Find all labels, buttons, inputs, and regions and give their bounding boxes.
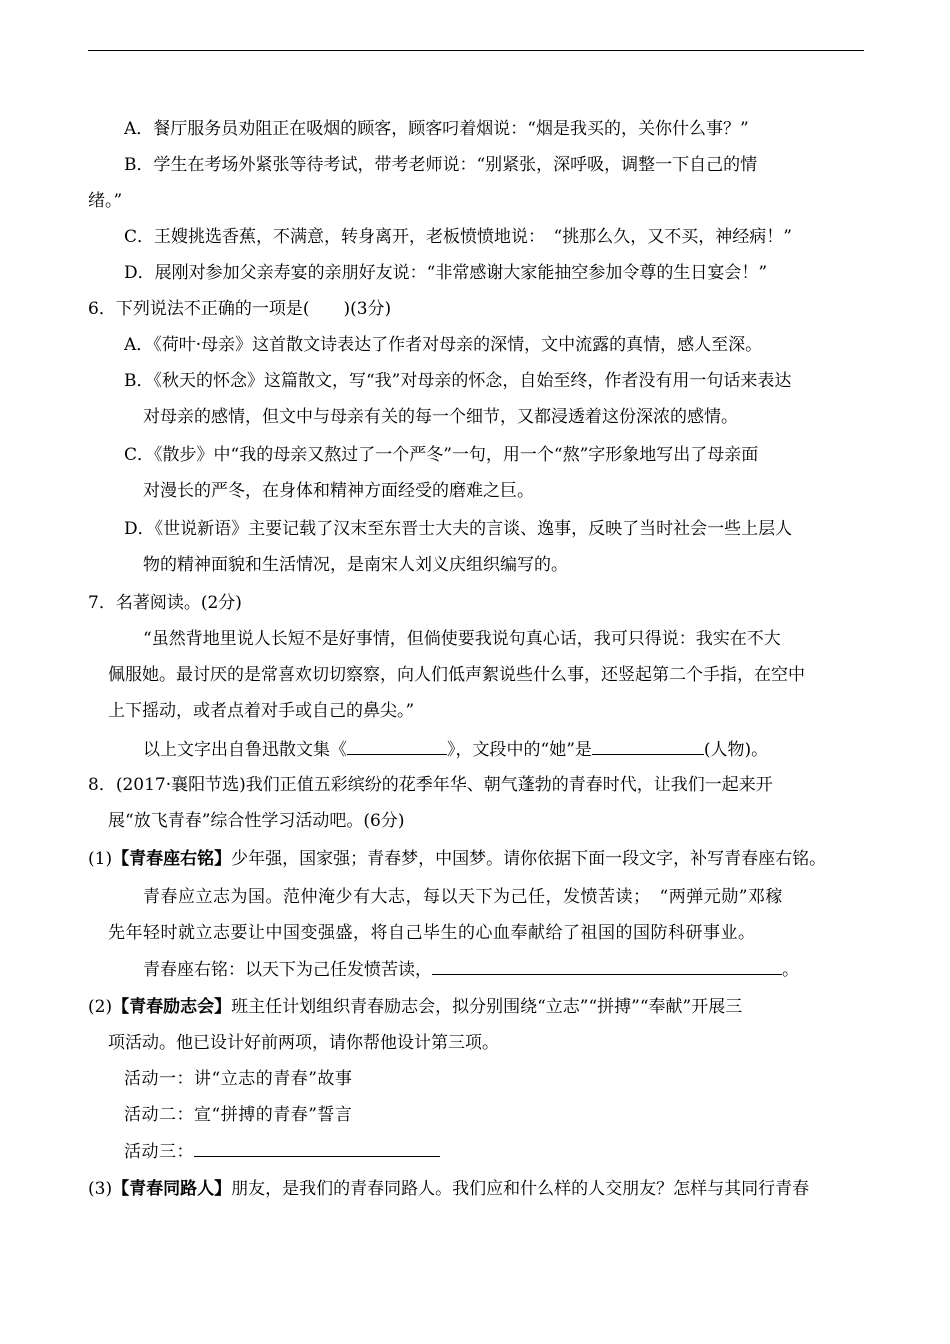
q8-sub2-text-line2: 项活动。他已设计好前两项，请你帮他设计第三项。	[108, 1033, 499, 1053]
q8-sub1-text: 少年强，国家强；青春梦，中国梦。请你依据下面一段文字，补写青春座右铭。	[231, 849, 827, 869]
q5-option-d: D．展刚对参加父亲寿宴的亲朋好友说：“非常感谢大家能抽空参加令尊的生日宴会！”	[124, 263, 768, 283]
q8-sub1-passage-line1: 青春应立志为国。范仲淹少有大志，每以天下为己任，发愤苦读； “两弹元勋”邓稼	[143, 887, 783, 907]
q8-sub2	[88, 996, 742, 1018]
q8-activity-3-blank[interactable]	[194, 1140, 440, 1157]
q8-sub1-motto-blank[interactable]	[432, 958, 782, 975]
q8-sub3-title: 【青春同路人】	[112, 1179, 232, 1199]
q6-option-b-line1: B．《秋天的怀念》这篇散文，写“我”对母亲的怀念，自始至终，作者没有用一句话来表达	[124, 371, 792, 391]
q8-sub1-motto-label: 青春座右铭：以天下为己任发愤苦读，	[143, 960, 432, 980]
q8-sub1-motto-end: 。	[782, 960, 799, 980]
q5-option-b-line1: B．学生在考场外紧张等待考试，带考老师说：“别紧张，深呼吸，调整一下自己的情	[124, 155, 758, 175]
q8-sub3	[88, 1178, 809, 1200]
q8-sub3-number: (3)	[88, 1179, 113, 1199]
q7-collection-blank[interactable]	[347, 738, 447, 755]
q6-option-c-line2: 对漫长的严冬，在身体和精神方面经受的磨难之巨。	[143, 481, 534, 501]
q7-person-blank[interactable]	[592, 738, 704, 755]
q7-passage-line1: “虽然背地里说人长短不是好事情，但倘使要我说句真心话，我可只得说：我实在不大	[143, 629, 781, 649]
q7-passage-line2: 佩服她。最讨厌的是常喜欢切切察察，向人们低声絮说些什么事，还竖起第二个手指，在空中	[108, 665, 805, 685]
q5-option-c: C．王嫂挑选香蕉，不满意，转身离开，老板愤愤地说： “挑那么久，又不买，神经病！”	[124, 227, 792, 247]
q8-sub1-motto	[143, 958, 799, 981]
q5-option-b-line2: 绪。”	[88, 191, 123, 211]
q6-stem: 6．下列说法不正确的一项是( )(3分)	[88, 299, 392, 319]
q8-sub1-number: (1)	[88, 849, 113, 869]
q7-question-part3: (人物)。	[703, 740, 769, 760]
header-rule	[88, 50, 864, 51]
q5-option-a: A．餐厅服务员劝阻正在吸烟的顾客，顾客叼着烟说：“烟是我买的，关你什么事？”	[124, 119, 749, 139]
q8-activity-3-label: 活动三：	[124, 1142, 194, 1162]
q7-stem: 7．名著阅读。(2分)	[88, 593, 242, 613]
q7-question	[143, 738, 768, 761]
q8-activity-2: 活动二：宣“拼搏的青春”誓言	[124, 1105, 353, 1125]
q8-stem-line2: 展“放飞青春”综合性学习活动吧。(6分)	[108, 811, 405, 831]
q8-sub1	[88, 848, 826, 870]
q8-sub1-title: 【青春座右铭】	[112, 849, 232, 869]
q6-option-d-line1: D．《世说新语》主要记载了汉末至东晋士大夫的言谈、逸事，反映了当时社会一些上层人	[124, 519, 793, 539]
q8-activity-1: 活动一：讲“立志的青春”故事	[124, 1069, 353, 1089]
q8-sub2-title: 【青春励志会】	[112, 997, 232, 1017]
q6-option-c-line1: C．《散步》中“我的母亲又熬过了一个严冬”一句，用一个“熬”字形象地写出了母亲面	[124, 445, 759, 465]
q7-question-part1: 以上文字出自鲁迅散文集《	[143, 740, 347, 760]
q6-option-d-line2: 物的精神面貌和生活情况，是南宋人刘义庆组织编写的。	[143, 555, 568, 575]
q6-option-b-line2: 对母亲的感情，但文中与母亲有关的每一个细节，又都浸透着这份深浓的感情。	[143, 407, 738, 427]
q8-sub1-passage-line2: 先年轻时就立志要让中国变强盛，将自己毕生的心血奉献给了祖国的国防科研事业。	[108, 923, 756, 943]
q7-passage-line3: 上下摇动，或者点着对手或自己的鼻尖。”	[108, 701, 415, 721]
q8-stem-line1: 8．(2017·襄阳节选)我们正值五彩缤纷的花季年华、朝气蓬勃的青春时代，让我们一起来开	[88, 775, 773, 795]
q8-sub3-text: 朋友，是我们的青春同路人。我们应和什么样的人交朋友？怎样与其同行青春	[231, 1179, 810, 1199]
q8-activity-3	[124, 1140, 440, 1163]
q8-sub2-number: (2)	[88, 997, 113, 1017]
q8-sub2-text: 班主任计划组织青春励志会，拟分别围绕“立志”“拼搏”“奉献”开展三	[231, 997, 743, 1017]
q6-option-a: A．《荷叶·母亲》这首散文诗表达了作者对母亲的深情，文中流露的真情，感人至深。	[124, 335, 763, 355]
q7-question-part2: 》，文段中的“她”是	[447, 740, 592, 760]
